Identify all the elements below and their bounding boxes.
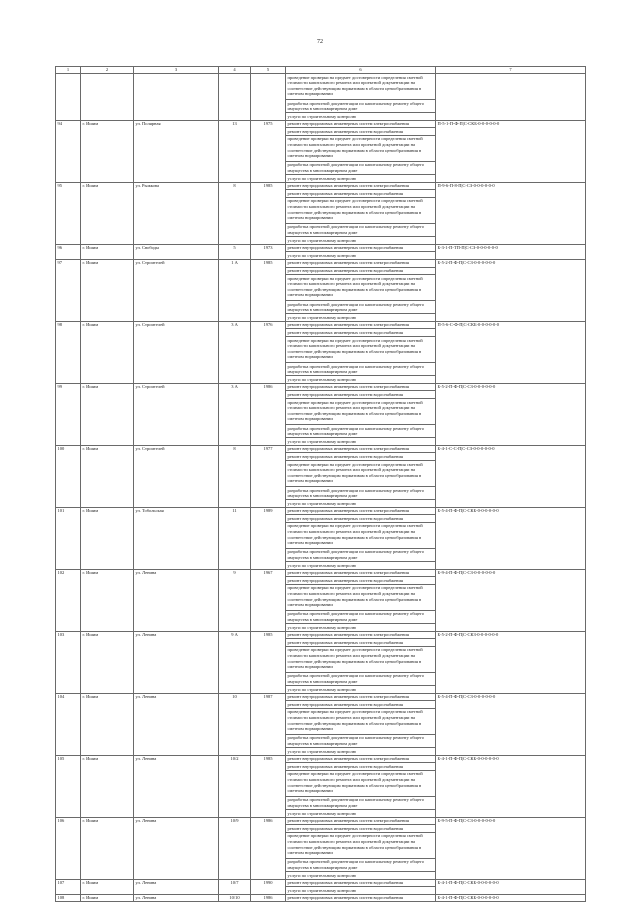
cell-work: разработка проектной документации по капитальному ремонту общего имущества в многоквартирном доме [286,363,436,376]
cell-city: г. Ишим [81,383,134,445]
column-number: 6 [286,67,436,74]
cell-street: ул. Ленина [134,631,219,693]
cell-work: услуги по строительному контролю [286,175,436,183]
cell-work: ремонт внутридомовых инженерных систем водоснабжения [286,825,436,833]
cell-number: 94 [56,120,81,182]
cell-work: разработка проектной документации по капитальному ремонту общего имущества в многоквартирном доме [286,672,436,685]
table-header [56,67,586,74]
cell-work: услуги по строительному контролю [286,438,436,446]
cell-house: 9 А [219,631,251,693]
cell-house: 1 А [219,259,251,321]
cell-city: г. Ишим [81,569,134,631]
cell-house: 3 А [219,383,251,445]
cell-work: ремонт внутридомовых инженерных систем водоснабжения [286,763,436,771]
cell-work: услуги по строительному контролю [286,872,436,880]
table-row [56,120,586,128]
cell-work: ремонт внутридомовых инженерных систем электроснабжения [286,120,436,128]
cell-work: разработка проектной документации по капитальному ремонту общего имущества в многоквартирном доме [286,548,436,561]
cell-city: г. Ишим [81,120,134,182]
cell-street: ул. Ленина [134,879,219,894]
cell-work: разработка проектной документации по капитальному ремонту общего имущества в многоквартирном доме [286,223,436,236]
cell-work: услуги по строительному контролю [286,748,436,756]
cell-work: ремонт внутридомовых инженерных систем водоснабжения [286,244,436,252]
cell-street: ул. Строителей [134,259,219,321]
table-row [56,383,586,391]
cell-work: ремонт внутридомовых инженерных систем водоснабжения [286,190,436,198]
cell-year: 1985 [251,259,286,321]
column-number: 1 [56,67,81,74]
cell-year: 1986 [251,817,286,879]
cell-year: 1977 [251,445,286,507]
cell-house: 3 А [219,321,251,383]
cell-city: г. Ишим [81,693,134,755]
cell-work: ремонт внутридомовых инженерных систем водоснабжения [286,701,436,709]
cell-work: разработка проектной документации по капитальному ремонту общего имущества в многоквартирном доме [286,425,436,438]
cell-work: ремонт внутридомовых инженерных систем электроснабжения [286,321,436,329]
cell-code: Б-5-4-П-Ф-П|С-СЗ-0-0-0-0-0-0 [436,693,586,755]
cell-code: П-5-1-П-Ф-П|С-СКБ-0-0-0-0-0-0 [436,120,586,182]
cell-year: 1986 [251,894,286,902]
cell-house: 10/2 [219,755,251,817]
cell-work: ремонт внутридомовых инженерных систем водоснабжения [286,577,436,585]
cell-code: Б-4-1-С-С-П|С-СЗ-0-0-0-0-0-0 [436,445,586,507]
cell-work: услуги по строительному контролю [286,810,436,818]
cell-work: проведение проверки на предмет достоверности определения сметной стоимости капитального ремонта или проектной документации на соответствие действующим нормативам в области ценообразования в сметном нормировании [286,708,436,734]
cell-work: ремонт внутридомовых инженерных систем электроснабжения [286,631,436,639]
table-row [56,817,586,825]
cell-year [251,74,286,121]
cell-city: г. Ишим [81,507,134,569]
column-number: 5 [251,67,286,74]
table-row [56,507,586,515]
column-number-row [56,67,586,74]
cell-code: Б-5-2-П-Ф-П|С-СЗ-0-0-0-0-0-0 [436,383,586,445]
cell-work: ремонт внутридомовых инженерных систем водоснабжения [286,453,436,461]
cell-year: 1989 [251,507,286,569]
cell-street: ул. Ленина [134,817,219,879]
cell-work: ремонт внутридомовых инженерных систем электроснабжения [286,383,436,391]
cell-work: разработка проектной документации по капитальному ремонту общего имущества в многоквартирном доме [286,100,436,113]
table-row [56,321,586,329]
cell-code: Б-3-1-П-ТП-П|С-СЗ-0-0-0-0-0-0 [436,244,586,259]
cell-house: 5 [219,244,251,259]
cell-work: проведение проверки на предмет достоверности определения сметной стоимости капитального ремонта или проектной документации на соответствие действующим нормативам в области ценообразования в сметном нормировании [286,646,436,672]
cell-work: ремонт внутридомовых инженерных систем электроснабжения [286,507,436,515]
page-number: 72 [317,39,323,45]
cell-year: 1986 [251,383,286,445]
cell-number: 97 [56,259,81,321]
cell-city: г. Ишим [81,182,134,244]
cell-work: ремонт внутридомовых инженерных систем водоснабжения [286,391,436,399]
cell-work: ремонт внутридомовых инженерных систем водоснабжения [286,128,436,136]
cell-number: 105 [56,755,81,817]
cell-street: ул. Ленина [134,693,219,755]
cell-city: г. Ишим [81,817,134,879]
cell-street: ул. Тобольская [134,507,219,569]
cell-work: ремонт внутридомовых инженерных систем электроснабжения [286,569,436,577]
cell-street: ул. Ленина [134,755,219,817]
column-number: 4 [219,67,251,74]
cell-street: ул. Строителей [134,445,219,507]
cell-work: услуги по строительному контролю [286,500,436,508]
table-row [56,894,586,902]
cell-work: разработка проектной документации по капитальному ремонту общего имущества в многоквартирном доме [286,487,436,500]
cell-work: ремонт внутридомовых инженерных систем электроснабжения [286,817,436,825]
cell-city: г. Ишим [81,259,134,321]
cell-house: 10 [219,693,251,755]
cell-work: проведение проверки на предмет достоверности определения сметной стоимости капитального ремонта или проектной документации на соответствие действующим нормативам в области ценообразования в сметном нормировании [286,584,436,610]
cell-house: 10/7 [219,879,251,894]
table-row [56,74,586,100]
table-row [56,755,586,763]
cell-number: 101 [56,507,81,569]
cell-work: проведение проверки на предмет достоверности определения сметной стоимости капитального ремонта или проектной документации на соответствие действующим нормативам в области ценообразования в сметном нормировании [286,197,436,223]
cell-house: 9 [219,569,251,631]
cell-number: 106 [56,817,81,879]
cell-work: услуги по строительному контролю [286,562,436,570]
cell-house: 10/10 [219,894,251,902]
cell-work: разработка проектной документации по капитальному ремонту общего имущества в многоквартирном доме [286,734,436,747]
cell-code [436,74,586,121]
cell-house: 13 [219,120,251,182]
cell-work: услуги по строительному контролю [286,237,436,245]
cell-number [56,74,81,121]
cell-work: услуги по строительному контролю [286,314,436,322]
cell-year: 1985 [251,755,286,817]
cell-code: Б-9-5-П-Ф-П|С-СЗ-0-0-0-0-0-0 [436,817,586,879]
cell-street: ул. Строителей [134,383,219,445]
cell-code: Б-5-4-П-Ф-П|С-СКБ-0-0-0-0-0-0 [436,507,586,569]
cell-number: 102 [56,569,81,631]
cell-house: 11 [219,507,251,569]
cell-code: Б-9-4-П-Ф-П|С-СЗ-0-0-0-0-0-0 [436,569,586,631]
cell-number: 98 [56,321,81,383]
cell-work: ремонт внутридомовых инженерных систем водоснабжения [286,329,436,337]
cell-city: г. Ишим [81,631,134,693]
cell-code: П-9-6-П-8-П|С-СЗ-0-0-0-0-0-0 [436,182,586,244]
cell-house: 8 [219,445,251,507]
cell-street: ул. Полярная [134,120,219,182]
cell-work: услуги по строительному контролю [286,686,436,694]
cell-work: проведение проверки на предмет достоверности определения сметной стоимости капитального ремонта или проектной документации на соответствие действующим нормативам в области ценообразования в сметном нормировании [286,275,436,301]
cell-work: разработка проектной документации по капитальному ремонту общего имущества в многоквартирном доме [286,301,436,314]
cell-city: г. Ишим [81,321,134,383]
cell-work: услуги по строительному контролю [286,887,436,895]
cell-code: Б-5-2-П-Ф-П|С-СКЗ-0-0-0-0-0-0 [436,631,586,693]
table-row [56,182,586,190]
cell-code: Б-5-2-П-Ф-П|С-СЗ-0-0-0-0-0-0 [436,259,586,321]
cell-code: Б-4-1-П-Ф-П|С-СКБ-0-0-0-0-0-0 [436,879,586,894]
cell-house: 10/9 [219,817,251,879]
cell-work: услуги по строительному контролю [286,113,436,121]
table-row [56,693,586,701]
cell-work: проведение проверки на предмет достоверности определения сметной стоимости капитального ремонта или проектной документации на соответствие действующим нормативам в области ценообразования в сметном нормировании [286,399,436,425]
cell-street [134,74,219,121]
cell-year: 1985 [251,182,286,244]
cell-year: 1967 [251,569,286,631]
cell-code: Б-4-1-П-Ф-П|С-СКБ-0-0-0-0-0-0 [436,894,586,902]
cell-work: разработка проектной документации по капитальному ремонту общего имущества в многоквартирном доме [286,610,436,623]
cell-number: 104 [56,693,81,755]
cell-number: 107 [56,879,81,894]
cell-work: ремонт внутридомовых инженерных систем водоснабжения [286,267,436,275]
cell-number: 95 [56,182,81,244]
cell-city: г. Ишим [81,244,134,259]
cell-work: ремонт внутридомовых инженерных систем водоснабжения [286,639,436,647]
cell-street: ул. Строителей [134,321,219,383]
cell-year: 1987 [251,693,286,755]
cell-code: П-5-6-С-Ф-П|С-СКБ-0-0-0-0-0-0 [436,321,586,383]
cell-work: проведение проверки на предмет достоверности определения сметной стоимости капитального ремонта или проектной документации на соответствие действующим нормативам в области ценообразования в сметном нормировании [286,74,436,100]
table-body [56,74,586,902]
cell-work: проведение проверки на предмет достоверности определения сметной стоимости капитального ремонта или проектной документации на соответствие действующим нормативам в области ценообразования в сметном нормировании [286,770,436,796]
cell-number: 96 [56,244,81,259]
registry-table [55,66,586,902]
cell-work: услуги по строительному контролю [286,252,436,260]
cell-work: проведение проверки на предмет достоверности определения сметной стоимости капитального ремонта или проектной документации на соответствие действующим нормативам в области ценообразования в сметном нормировании [286,522,436,548]
cell-work: ремонт внутридомовых инженерных систем водоснабжения [286,879,436,887]
cell-work: разработка проектной документации по капитальному ремонту общего имущества в многоквартирном доме [286,161,436,174]
column-number: 2 [81,67,134,74]
table-row [56,879,586,887]
cell-work: ремонт внутридомовых инженерных систем водоснабжения [286,515,436,523]
cell-work: проведение проверки на предмет достоверности определения сметной стоимости капитального ремонта или проектной документации на соответствие действующим нормативам в области ценообразования в сметном нормировании [286,832,436,858]
cell-city: г. Ишим [81,894,134,902]
cell-street: ул. Ленина [134,894,219,902]
cell-number: 108 [56,894,81,902]
cell-work: проведение проверки на предмет достоверности определения сметной стоимости капитального ремонта или проектной документации на соответствие действующим нормативам в области ценообразования в сметном нормировании [286,461,436,487]
cell-year: 1990 [251,879,286,894]
cell-street: ул. Рыжкова [134,182,219,244]
cell-house: 8 [219,182,251,244]
cell-work: ремонт внутридомовых инженерных систем электроснабжения [286,259,436,267]
table-row [56,259,586,267]
cell-work: ремонт внутридомовых инженерных систем водоснабжения [286,894,436,902]
cell-street: ул. Свободы [134,244,219,259]
cell-city: г. Ишим [81,445,134,507]
cell-house [219,74,251,121]
table-row [56,244,586,252]
cell-work: проведение проверки на предмет достоверности определения сметной стоимости капитального ремонта или проектной документации на соответствие действующим нормативам в области ценообразования в сметном нормировании [286,135,436,161]
cell-number: 100 [56,445,81,507]
column-number: 3 [134,67,219,74]
cell-city: г. Ишим [81,879,134,894]
cell-year: 1976 [251,321,286,383]
cell-number: 99 [56,383,81,445]
cell-code: Б-4-1-П-Ф-П|С-СКБ-0-0-0-0-0-0 [436,755,586,817]
cell-work: ремонт внутридомовых инженерных систем электроснабжения [286,182,436,190]
cell-work: ремонт внутридомовых инженерных систем электроснабжения [286,693,436,701]
cell-work: услуги по строительному контролю [286,624,436,632]
cell-work: проведение проверки на предмет достоверности определения сметной стоимости капитального ремонта или проектной документации на соответствие действующим нормативам в области ценообразования в сметном нормировании [286,337,436,363]
cell-year: 1973 [251,244,286,259]
cell-work: ремонт внутридомовых инженерных систем электроснабжения [286,445,436,453]
cell-work: ремонт внутридомовых инженерных систем электроснабжения [286,755,436,763]
cell-number: 103 [56,631,81,693]
cell-year: 1985 [251,631,286,693]
cell-work: разработка проектной документации по капитальному ремонту общего имущества в многоквартирном доме [286,858,436,871]
cell-year: 1975 [251,120,286,182]
cell-city: г. Ишим [81,755,134,817]
cell-work: разработка проектной документации по капитальному ремонту общего имущества в многоквартирном доме [286,796,436,809]
cell-work: услуги по строительному контролю [286,376,436,384]
cell-city [81,74,134,121]
column-number: 7 [436,67,586,74]
table-row [56,569,586,577]
cell-street: ул. Ленина [134,569,219,631]
table-row [56,445,586,453]
table-row [56,631,586,639]
